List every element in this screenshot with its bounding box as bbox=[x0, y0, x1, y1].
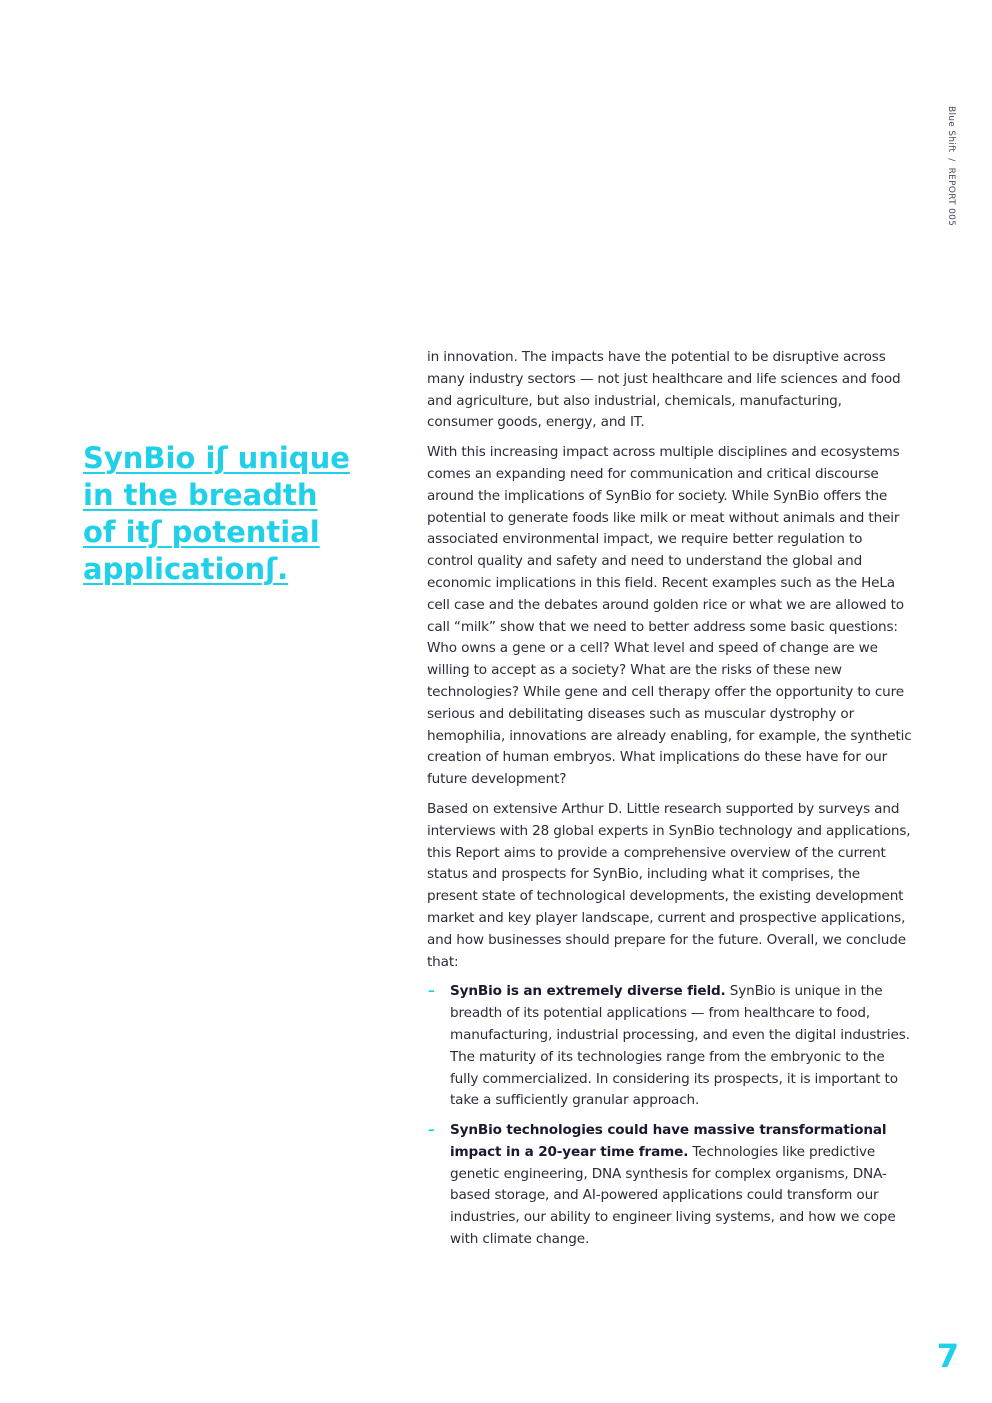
page-number: 7 bbox=[936, 1337, 959, 1375]
body-paragraph: Based on extensive Arthur D. Little research supported by surveys and interviews with 28 global experts in SynBio technology and applications, this Report aims to provide a comprehensive overview of the current status and prospects for SynBio, including what it comprises, the present state of technological developments, the existing development market and key player landscape, current and prospective applications, and how businesses should prepare for the future. Overall, we conclude that: bbox=[427, 800, 911, 970]
body-paragraph: in innovation. The impacts have the potential to be disruptive across many industry sectors — not just healthcare and life sciences and food and agriculture, but also industrial, chemicals, manufacturing, consumer goods, energy, and IT. bbox=[427, 349, 901, 431]
pull-quote-line: of itʃ potential bbox=[83, 515, 320, 549]
bullet-text: SynBio is unique in the breadth of its potential applications — from healthcare to food, manufacturing, industrial processing, and even the digital industries. The maturity of its technologies range from the embryonic to the fully commercialized. In considering its prospects, it is important to take a sufficiently granular approach. bbox=[450, 983, 910, 1109]
report-number: REPORT 005 bbox=[946, 167, 956, 227]
pull-quote-line: in the breadth bbox=[83, 478, 318, 512]
header-separator: / bbox=[946, 158, 956, 162]
body-text-column bbox=[427, 347, 912, 1259]
dash-bullet-icon: – bbox=[428, 1122, 435, 1139]
list-item bbox=[427, 981, 912, 1112]
conclusion-list bbox=[427, 981, 912, 1251]
pull-quote bbox=[83, 440, 383, 588]
dash-bullet-icon: – bbox=[428, 983, 435, 1000]
bullet-text: Technologies like predictive genetic engineering, DNA synthesis for complex organisms, DNA-based storage, and AI-powered applications could transform our industries, our ability to engineer living systems, and how we cope with climate change. bbox=[450, 1143, 896, 1248]
body-paragraph: With this increasing impact across multiple disciplines and ecosystems comes an expanding need for communication and critical discourse around the implications of SynBio for society. While SynBio offers the potential to generate foods like milk or meat without animals and their associated environmental impact, we require better regulation to control quality and safety and need to understand the global and economic implications in this field. Recent examples such as the HeLa cell case and the debates around golden rice or what we are allowed to call “milk” show that we need to better address some basic questions: Who owns a gene or a cell? What level and speed of change are we willing to accept as a society? What are the risks of these new technologies? While gene and cell therapy offer the opportunity to cure serious and debilitating diseases such as muscular dystrophy or hemophilia, innovations are already enabling, for example, the synthetic creation of human embryos. What implications do these have for our future development? bbox=[427, 444, 912, 788]
bullet-lead: SynBio technologies could have massive transformational impact in a 20-year time frame. bbox=[450, 1122, 887, 1160]
publication-name: Blue Shift bbox=[946, 106, 956, 153]
running-header bbox=[944, 106, 956, 227]
list-item bbox=[427, 1120, 912, 1251]
bullet-lead: SynBio is an extremely diverse field. bbox=[450, 983, 726, 1000]
pull-quote-line: applicationʃ. bbox=[83, 552, 289, 586]
pull-quote-line: SynBio iʃ unique bbox=[83, 441, 350, 475]
